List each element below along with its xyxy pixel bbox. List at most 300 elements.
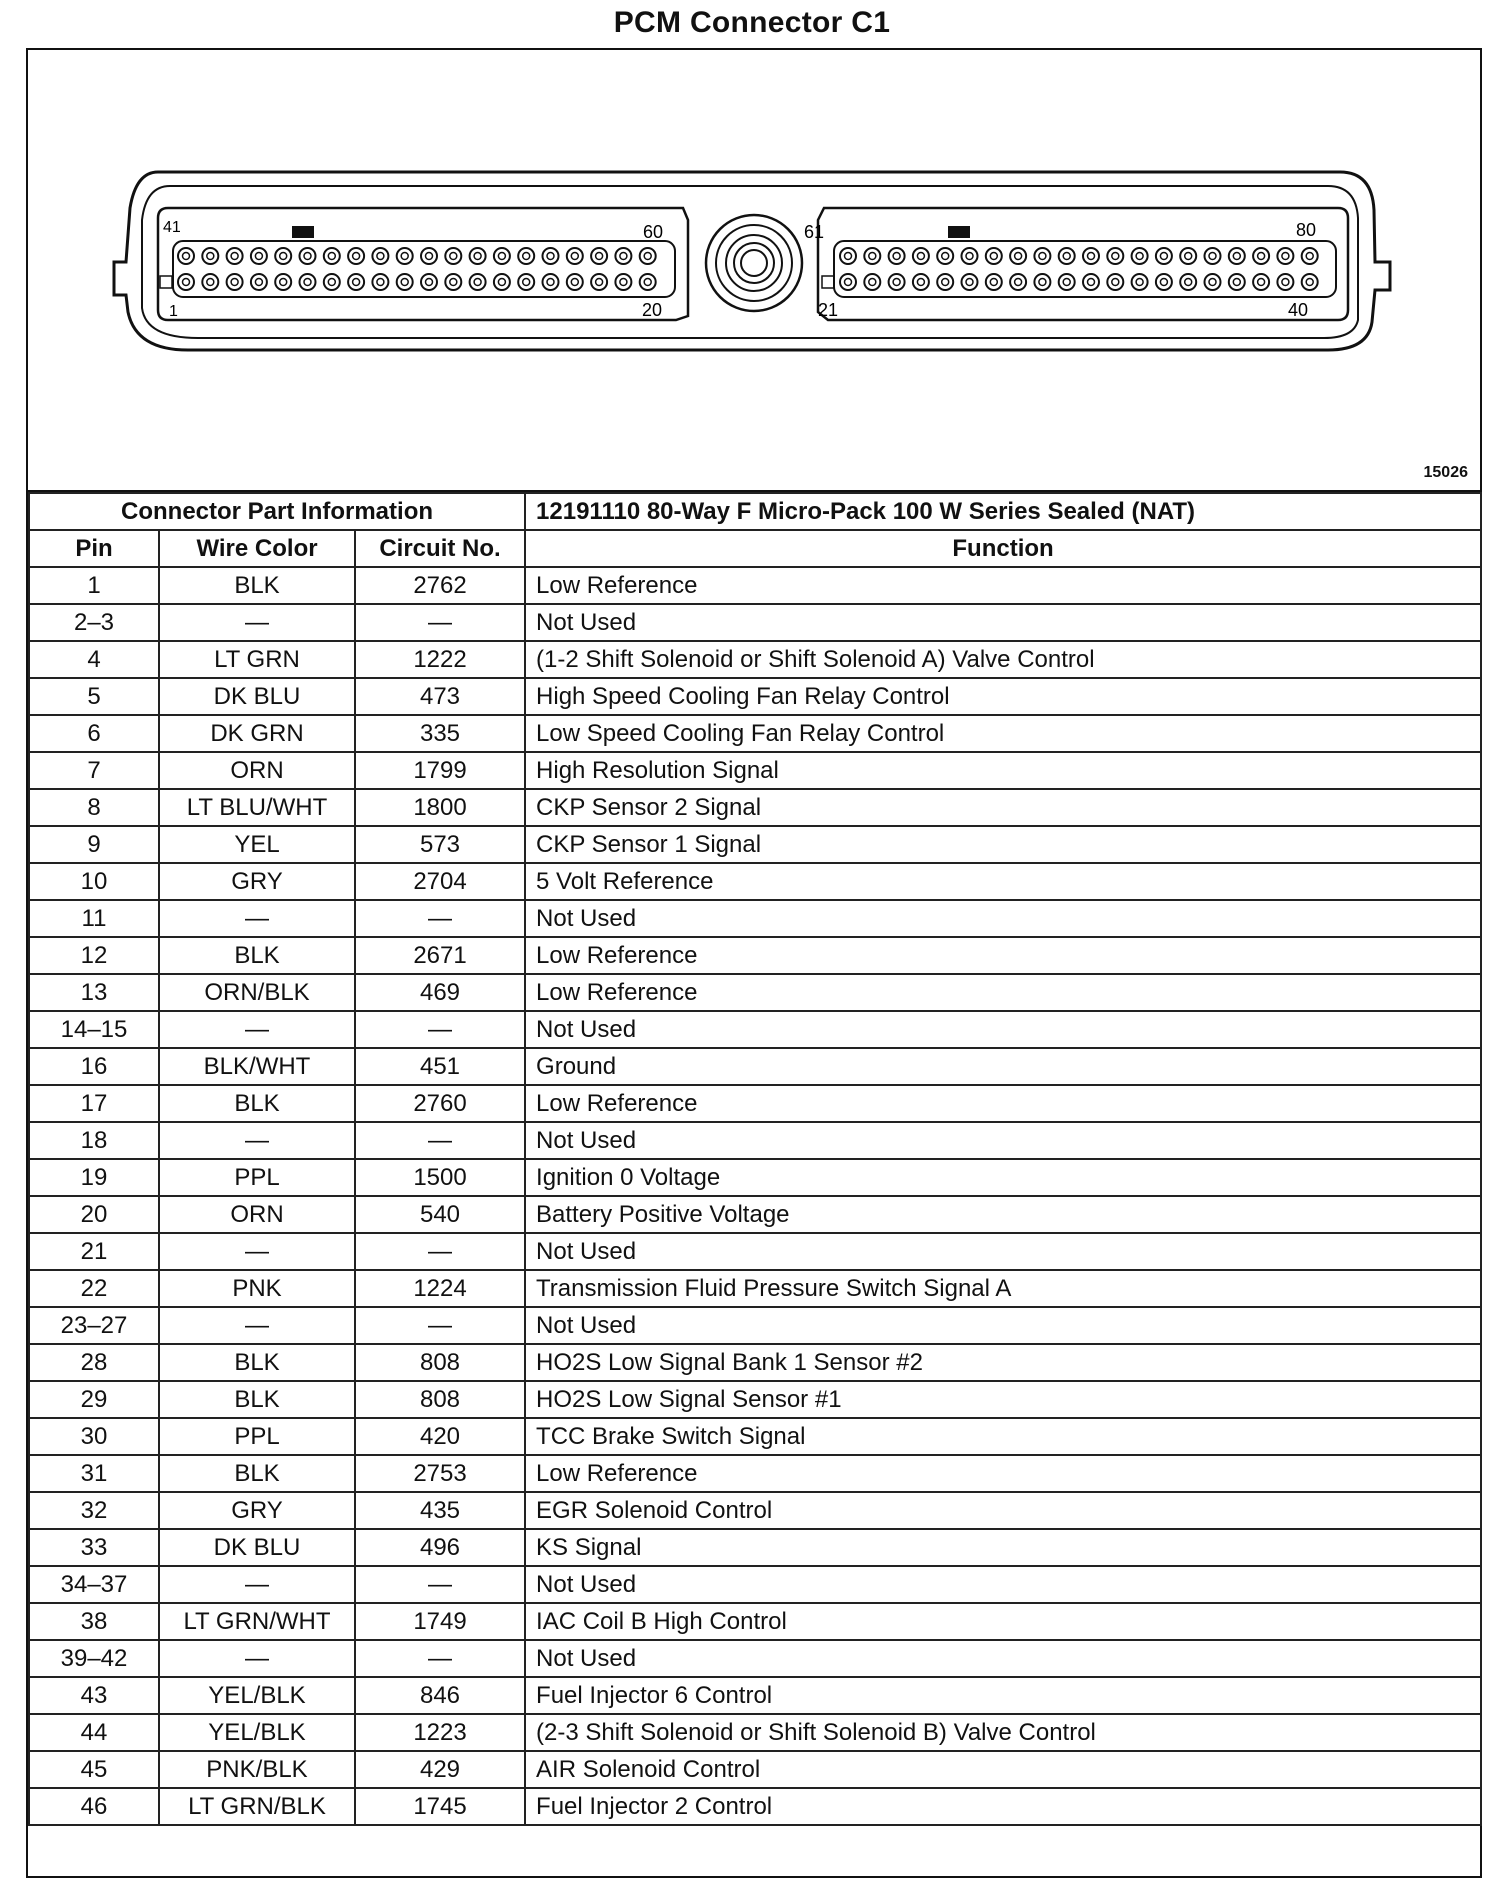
circuit-cell: 1500 (355, 1159, 525, 1196)
left-top-pin-core (183, 253, 190, 260)
wire-color-cell: — (159, 1233, 355, 1270)
wire-color-cell: BLK (159, 937, 355, 974)
left-bottom-pin-hole (470, 274, 486, 290)
right-bottom-pin-hole (937, 274, 953, 290)
circuit-cell: — (355, 604, 525, 641)
pin-cell: 2–3 (29, 604, 159, 641)
pin-cell: 32 (29, 1492, 159, 1529)
wire-color-cell: — (159, 604, 355, 641)
table-row (29, 1196, 1481, 1233)
function-cell: Low Reference (525, 567, 1481, 604)
left-bottom-pin-core (328, 279, 335, 286)
pin-cell: 4 (29, 641, 159, 678)
right-bottom-pin-core (966, 279, 973, 286)
col-header-pin: Pin (29, 530, 159, 567)
right-bottom-pin-hole (1083, 274, 1099, 290)
pin-cell: 13 (29, 974, 159, 1011)
function-cell: AIR Solenoid Control (525, 1751, 1481, 1788)
pin-cell: 33 (29, 1529, 159, 1566)
left-bottom-pin-core (207, 279, 214, 286)
pin-cell: 30 (29, 1418, 159, 1455)
left-bottom-pin-core (255, 279, 262, 286)
right-top-pin-hole (1132, 248, 1148, 264)
left-top-pin-hole (348, 248, 364, 264)
left-top-pin-hole (227, 248, 243, 264)
pin-label-21: 21 (818, 300, 839, 320)
function-cell: Not Used (525, 1640, 1481, 1677)
left-bottom-pin-core (183, 279, 190, 286)
right-top-pin-core (1185, 253, 1192, 260)
left-top-pin-core (353, 253, 360, 260)
left-bottom-pin-hole (372, 274, 388, 290)
right-top-pin-hole (1253, 248, 1269, 264)
right-bottom-pin-hole (913, 274, 929, 290)
right-top-pin-core (942, 253, 949, 260)
right-top-pin-core (1209, 253, 1216, 260)
circuit-cell: 429 (355, 1751, 525, 1788)
left-bottom-pin-hole (202, 274, 218, 290)
circuit-cell: 473 (355, 678, 525, 715)
function-cell: HO2S Low Signal Bank 1 Sensor #2 (525, 1344, 1481, 1381)
wire-color-cell: YEL/BLK (159, 1677, 355, 1714)
table-row (29, 752, 1481, 789)
circuit-cell: 540 (355, 1196, 525, 1233)
circuit-cell: 1223 (355, 1714, 525, 1751)
right-top-pin-hole (1277, 248, 1293, 264)
right-bottom-pin-hole (840, 274, 856, 290)
circuit-cell: — (355, 1122, 525, 1159)
right-top-pin-hole (1229, 248, 1245, 264)
pin-cell: 39–42 (29, 1640, 159, 1677)
right-bottom-pin-hole (1156, 274, 1172, 290)
table-row (29, 900, 1481, 937)
left-top-pin-core (401, 253, 408, 260)
left-top-pin-core (474, 253, 481, 260)
right-top-pin-hole (1205, 248, 1221, 264)
table-row (29, 826, 1481, 863)
col-header-circuit: Circuit No. (355, 530, 525, 567)
right-top-pin-core (1258, 253, 1265, 260)
wire-color-cell: YEL/BLK (159, 1714, 355, 1751)
circuit-cell: — (355, 1011, 525, 1048)
left-bottom-pin-core (620, 279, 627, 286)
wire-color-cell: BLK (159, 1381, 355, 1418)
right-top-pin-core (1160, 253, 1167, 260)
left-bottom-pin-hole (543, 274, 559, 290)
table-row (29, 1640, 1481, 1677)
wire-color-cell: — (159, 1566, 355, 1603)
pinout-rows (29, 567, 1481, 1825)
pin-cell: 38 (29, 1603, 159, 1640)
part-info-value: 12191110 80-Way F Micro-Pack 100 W Series Sealed (NAT) (525, 493, 1481, 530)
circuit-cell: 496 (355, 1529, 525, 1566)
pin-cell: 5 (29, 678, 159, 715)
function-cell: High Resolution Signal (525, 752, 1481, 789)
right-top-pin-hole (1156, 248, 1172, 264)
column-header-row (29, 530, 1481, 567)
left-top-pin-core (377, 253, 384, 260)
right-bottom-pin-core (1282, 279, 1289, 286)
table-row (29, 1529, 1481, 1566)
right-bottom-pin-hole (962, 274, 978, 290)
table-row (29, 1492, 1481, 1529)
left-bottom-pin-hole (518, 274, 534, 290)
table-row (29, 789, 1481, 826)
right-top-pin-hole (913, 248, 929, 264)
pin-label-1: 1 (169, 303, 178, 320)
function-cell: TCC Brake Switch Signal (525, 1418, 1481, 1455)
table-row (29, 1270, 1481, 1307)
wire-color-cell: LT BLU/WHT (159, 789, 355, 826)
wire-color-cell: LT GRN (159, 641, 355, 678)
right-top-pin-hole (986, 248, 1002, 264)
circuit-cell: 1749 (355, 1603, 525, 1640)
table-row (29, 1455, 1481, 1492)
circuit-cell: 846 (355, 1677, 525, 1714)
function-cell: Fuel Injector 6 Control (525, 1677, 1481, 1714)
right-bottom-pin-core (1233, 279, 1240, 286)
circuit-cell: 2753 (355, 1455, 525, 1492)
left-bottom-pin-hole (421, 274, 437, 290)
pin-label-80: 80 (1296, 220, 1317, 240)
right-top-pin-hole (864, 248, 880, 264)
connector-diagram (28, 50, 1480, 492)
pin-cell: 28 (29, 1344, 159, 1381)
left-top-pin-core (571, 253, 578, 260)
wire-color-cell: ORN/BLK (159, 974, 355, 1011)
circuit-cell: 808 (355, 1381, 525, 1418)
pin-cell: 43 (29, 1677, 159, 1714)
wire-color-cell: GRY (159, 1492, 355, 1529)
left-top-pin-hole (640, 248, 656, 264)
left-top-pin-core (426, 253, 433, 260)
left-top-pin-hole (567, 248, 583, 264)
right-top-pin-hole (1107, 248, 1123, 264)
right-top-pin-core (893, 253, 900, 260)
left-top-pin-core (498, 253, 505, 260)
function-cell: High Speed Cooling Fan Relay Control (525, 678, 1481, 715)
left-bottom-pin-core (231, 279, 238, 286)
function-cell: (1-2 Shift Solenoid or Shift Solenoid A) Valve Control (525, 641, 1481, 678)
left-bottom-pin-hole (300, 274, 316, 290)
right-top-pin-core (1233, 253, 1240, 260)
pin-cell: 17 (29, 1085, 159, 1122)
right-bottom-pin-core (990, 279, 997, 286)
pinout-table (28, 492, 1482, 1826)
pin-cell: 22 (29, 1270, 159, 1307)
right-top-pin-core (917, 253, 924, 260)
function-cell: Not Used (525, 1011, 1481, 1048)
right-top-pin-core (845, 253, 852, 260)
right-bottom-pin-core (1136, 279, 1143, 286)
circuit-cell: 435 (355, 1492, 525, 1529)
circuit-cell: — (355, 1566, 525, 1603)
pin-cell: 29 (29, 1381, 159, 1418)
wire-color-cell: DK BLU (159, 678, 355, 715)
table-row (29, 1307, 1481, 1344)
left-bottom-pin-hole (324, 274, 340, 290)
left-bottom-pin-hole (227, 274, 243, 290)
pin-cell: 7 (29, 752, 159, 789)
pin-cell: 12 (29, 937, 159, 974)
left-bottom-pin-hole (275, 274, 291, 290)
wire-color-cell: GRY (159, 863, 355, 900)
circuit-cell: 808 (355, 1344, 525, 1381)
function-cell: 5 Volt Reference (525, 863, 1481, 900)
circuit-cell: — (355, 1640, 525, 1677)
left-top-pin-hole (518, 248, 534, 264)
table-row (29, 1788, 1481, 1825)
pin-label-41: 41 (163, 219, 181, 236)
function-cell: KS Signal (525, 1529, 1481, 1566)
left-top-pin-hole (324, 248, 340, 264)
right-top-pin-hole (1302, 248, 1318, 264)
wire-color-cell: BLK (159, 567, 355, 604)
pin-cell: 45 (29, 1751, 159, 1788)
right-top-pin-hole (1034, 248, 1050, 264)
left-bottom-pin-hole (567, 274, 583, 290)
pin-cell: 9 (29, 826, 159, 863)
table-row (29, 1233, 1481, 1270)
pin-cell: 11 (29, 900, 159, 937)
right-bottom-pin-core (1039, 279, 1046, 286)
left-bottom-pin-core (596, 279, 603, 286)
right-bottom-pin-core (869, 279, 876, 286)
pin-cell: 8 (29, 789, 159, 826)
right-top-pin-hole (1083, 248, 1099, 264)
left-top-pin-hole (421, 248, 437, 264)
right-bottom-pin-hole (1059, 274, 1075, 290)
right-bottom-pin-core (1063, 279, 1070, 286)
function-cell: Low Reference (525, 974, 1481, 1011)
pin-cell: 6 (29, 715, 159, 752)
wire-color-cell: — (159, 1011, 355, 1048)
right-bottom-pin-core (1185, 279, 1192, 286)
circuit-cell: — (355, 900, 525, 937)
circuit-cell: 2760 (355, 1085, 525, 1122)
left-bottom-pin-core (450, 279, 457, 286)
wire-color-cell: BLK (159, 1085, 355, 1122)
left-top-pin-core (328, 253, 335, 260)
function-cell: CKP Sensor 1 Signal (525, 826, 1481, 863)
left-top-pin-hole (470, 248, 486, 264)
left-bottom-pin-hole (251, 274, 267, 290)
circuit-cell: 2704 (355, 863, 525, 900)
left-bottom-pin-core (523, 279, 530, 286)
circuit-cell: 1799 (355, 752, 525, 789)
connector-drawing (28, 50, 1480, 490)
left-top-pin-core (450, 253, 457, 260)
circuit-cell: 2671 (355, 937, 525, 974)
page-title: PCM Connector C1 (613, 6, 891, 39)
right-bottom-pin-core (1160, 279, 1167, 286)
table-row (29, 863, 1481, 900)
pin-cell: 31 (29, 1455, 159, 1492)
figure-number: 15026 (1423, 464, 1468, 481)
col-header-wire-color: Wire Color (159, 530, 355, 567)
left-top-pin-core (280, 253, 287, 260)
left-top-pin-hole (397, 248, 413, 264)
wire-color-cell: PPL (159, 1159, 355, 1196)
function-cell: IAC Coil B High Control (525, 1603, 1481, 1640)
table-row (29, 1603, 1481, 1640)
function-cell: Ignition 0 Voltage (525, 1159, 1481, 1196)
right-bottom-pin-core (893, 279, 900, 286)
function-cell: HO2S Low Signal Sensor #1 (525, 1381, 1481, 1418)
wire-color-cell: BLK (159, 1344, 355, 1381)
wire-color-cell: PNK (159, 1270, 355, 1307)
function-cell: Low Reference (525, 937, 1481, 974)
wire-color-cell: — (159, 1122, 355, 1159)
circuit-cell: 1745 (355, 1788, 525, 1825)
left-bottom-pin-core (474, 279, 481, 286)
left-bottom-pin-core (426, 279, 433, 286)
right-bottom-pin-hole (864, 274, 880, 290)
wire-color-cell: DK BLU (159, 1529, 355, 1566)
function-cell: Fuel Injector 2 Control (525, 1788, 1481, 1825)
left-bottom-pin-core (644, 279, 651, 286)
right-bottom-pin-core (1015, 279, 1022, 286)
function-cell: Transmission Fluid Pressure Switch Signal A (525, 1270, 1481, 1307)
left-bottom-pin-hole (615, 274, 631, 290)
right-top-pin-core (1039, 253, 1046, 260)
wire-color-cell: PPL (159, 1418, 355, 1455)
function-cell: Low Speed Cooling Fan Relay Control (525, 715, 1481, 752)
right-top-pin-hole (962, 248, 978, 264)
left-top-pin-core (596, 253, 603, 260)
wire-color-cell: PNK/BLK (159, 1751, 355, 1788)
wire-color-cell: ORN (159, 1196, 355, 1233)
pin-cell: 18 (29, 1122, 159, 1159)
right-top-pin-core (1112, 253, 1119, 260)
circuit-cell: 1222 (355, 641, 525, 678)
right-top-pin-core (1306, 253, 1313, 260)
left-top-pin-hole (494, 248, 510, 264)
part-info-row (29, 493, 1481, 530)
table-row (29, 1714, 1481, 1751)
wire-color-cell: LT GRN/BLK (159, 1788, 355, 1825)
wire-color-cell: YEL (159, 826, 355, 863)
table-row (29, 567, 1481, 604)
function-cell: Battery Positive Voltage (525, 1196, 1481, 1233)
left-bottom-pin-core (498, 279, 505, 286)
left-bottom-pin-core (353, 279, 360, 286)
wire-color-cell: DK GRN (159, 715, 355, 752)
right-bottom-pin-hole (1180, 274, 1196, 290)
function-cell: (2-3 Shift Solenoid or Shift Solenoid B) Valve Control (525, 1714, 1481, 1751)
left-bottom-pin-hole (445, 274, 461, 290)
wire-color-cell: — (159, 900, 355, 937)
right-bottom-pin-core (1112, 279, 1119, 286)
circuit-cell: 2762 (355, 567, 525, 604)
right-bottom-pin-hole (1107, 274, 1123, 290)
table-row (29, 1566, 1481, 1603)
table-row (29, 1751, 1481, 1788)
pin-label-40: 40 (1288, 300, 1309, 320)
right-bottom-pin-hole (1253, 274, 1269, 290)
pin-cell: 23–27 (29, 1307, 159, 1344)
table-row (29, 1122, 1481, 1159)
pin-cell: 34–37 (29, 1566, 159, 1603)
wire-color-cell: ORN (159, 752, 355, 789)
right-top-pin-hole (889, 248, 905, 264)
table-row (29, 641, 1481, 678)
part-info-label: Connector Part Information (29, 493, 525, 530)
left-bottom-pin-core (571, 279, 578, 286)
right-top-pin-hole (1059, 248, 1075, 264)
circuit-cell: 1800 (355, 789, 525, 826)
left-top-pin-hole (591, 248, 607, 264)
left-bottom-pin-hole (348, 274, 364, 290)
wire-color-cell: — (159, 1640, 355, 1677)
function-cell: Ground (525, 1048, 1481, 1085)
right-bottom-pin-core (1209, 279, 1216, 286)
left-bottom-pin-hole (494, 274, 510, 290)
right-top-pin-core (1282, 253, 1289, 260)
circuit-cell: 469 (355, 974, 525, 1011)
right-bottom-pin-core (1306, 279, 1313, 286)
table-row (29, 1381, 1481, 1418)
left-bottom-pin-core (377, 279, 384, 286)
connector-table-frame (26, 48, 1482, 1878)
pin-cell: 44 (29, 1714, 159, 1751)
left-top-pin-core (523, 253, 530, 260)
table-row (29, 1677, 1481, 1714)
function-cell: Not Used (525, 1307, 1481, 1344)
right-top-pin-hole (840, 248, 856, 264)
wire-color-cell: BLK/WHT (159, 1048, 355, 1085)
table-row (29, 1344, 1481, 1381)
function-cell: Not Used (525, 1122, 1481, 1159)
right-bottom-pin-core (1258, 279, 1265, 286)
left-bottom-pin-core (547, 279, 554, 286)
table-row (29, 1159, 1481, 1196)
function-cell: Not Used (525, 1233, 1481, 1270)
wire-color-cell: BLK (159, 1455, 355, 1492)
pin-label-61: 61 (804, 222, 825, 242)
left-bottom-pin-core (304, 279, 311, 286)
right-bottom-pin-core (917, 279, 924, 286)
right-top-pin-hole (1180, 248, 1196, 264)
circuit-cell: 335 (355, 715, 525, 752)
wire-color-cell: — (159, 1307, 355, 1344)
left-bottom-pin-hole (397, 274, 413, 290)
table-row (29, 1085, 1481, 1122)
left-bottom-pin-core (280, 279, 287, 286)
wire-color-cell: LT GRN/WHT (159, 1603, 355, 1640)
right-top-pin-hole (1010, 248, 1026, 264)
left-top-pin-core (304, 253, 311, 260)
table-row (29, 1011, 1481, 1048)
pin-cell: 21 (29, 1233, 159, 1270)
pin-cell: 19 (29, 1159, 159, 1196)
table-row (29, 1048, 1481, 1085)
table-row (29, 937, 1481, 974)
right-bottom-pin-hole (1302, 274, 1318, 290)
function-cell: Low Reference (525, 1085, 1481, 1122)
right-bottom-pin-hole (1229, 274, 1245, 290)
left-top-pin-hole (372, 248, 388, 264)
right-bottom-pin-hole (986, 274, 1002, 290)
right-bottom-pin-hole (1010, 274, 1026, 290)
table-row (29, 715, 1481, 752)
right-bottom-pin-core (1088, 279, 1095, 286)
right-top-pin-core (966, 253, 973, 260)
table-row (29, 974, 1481, 1011)
left-top-pin-hole (251, 248, 267, 264)
right-bottom-pin-hole (889, 274, 905, 290)
left-top-pin-core (644, 253, 651, 260)
